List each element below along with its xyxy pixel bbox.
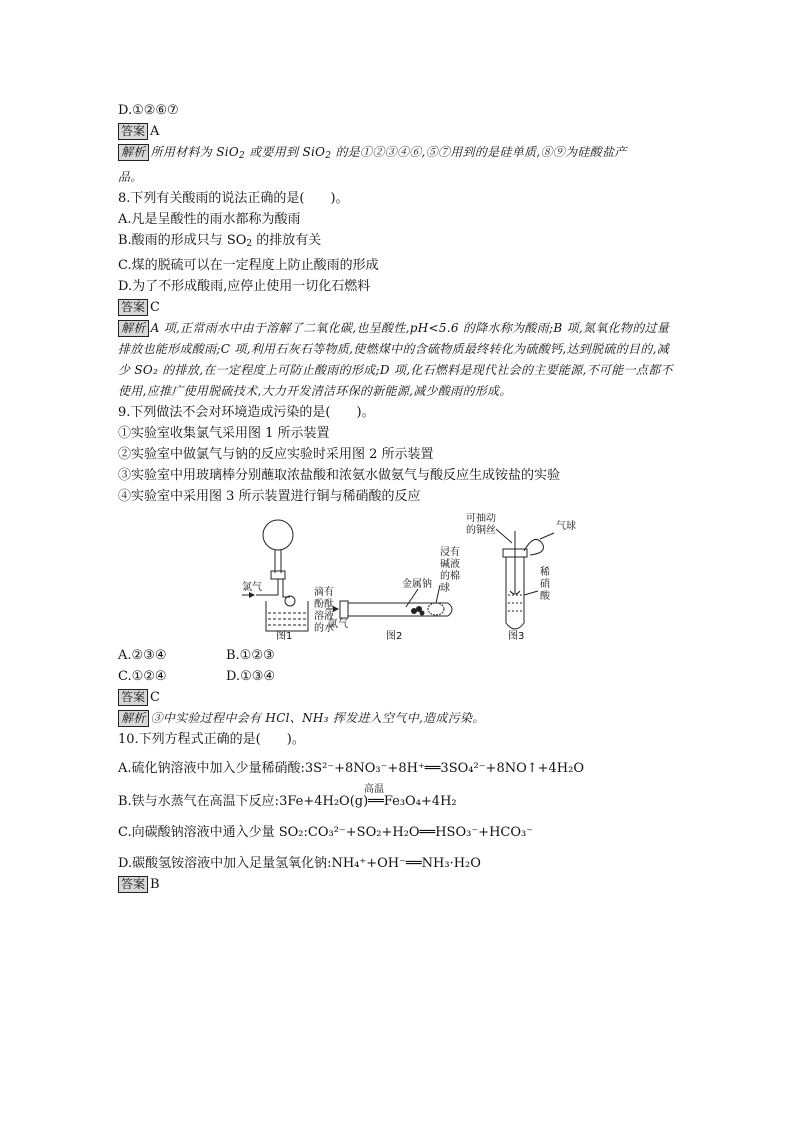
apparatus-diagram [118, 513, 678, 641]
svg-text:浸有: 浸有 [440, 547, 460, 558]
answer-tag: 答案 [118, 689, 148, 706]
q10-option-a: A.硫化钠溶液中加入少量稀硝酸:3S²⁻+8NO₃⁻+8H⁺══3SO₄²⁻+8NO↑+4H₂O [118, 761, 585, 776]
svg-text:稀: 稀 [540, 567, 550, 578]
svg-text:可抽动: 可抽动 [466, 513, 496, 524]
q10-option-c: C.向碳酸钠溶液中通入少量 SO₂:CO₃²⁻+SO₂+H₂O══HSO₃⁻+HCO₃⁻ [118, 825, 534, 840]
q10-answer-row [118, 874, 678, 895]
document-page [118, 98, 678, 895]
svg-text:的水: 的水 [314, 623, 334, 634]
q9-item-4: ④实验室中采用图 3 所示装置进行铜与稀硝酸的反应 [118, 489, 421, 504]
fig1-caption: 图1 [276, 631, 293, 641]
q8-answer: C [150, 300, 160, 315]
q8-option-c: C.煤的脱硫可以在一定程度上防止酸雨的形成 [118, 258, 379, 273]
q8-option-a: A.凡是呈酸性的雨水都称为酸雨 [118, 212, 301, 227]
q9-apparatus-figure [118, 513, 678, 641]
q7-option-d: D.①②⑥⑦ [118, 103, 179, 118]
q9-stem: 9.下列做法不会对环境造成污染的是( )。 [118, 405, 375, 420]
q9-explanation: 解析 ③中实验过程中会有 HCl、NH₃ 挥发进入空气中,造成污染。 [118, 708, 678, 729]
q9-item-1: ①实验室收集氯气采用图 1 所示装置 [118, 426, 330, 441]
q9-item-3: ③实验室中用玻璃棒分别蘸取浓盐酸和浓氨水做氨气与酸反应生成铵盐的实验 [118, 468, 561, 483]
svg-text:碱液: 碱液 [440, 559, 460, 570]
q9-answer-row [118, 687, 678, 708]
q7-explanation: 解析 所用材料为 SiO$_2$ 或要用到 SiO$_2$ 的是①②③④⑥,⑤⑦用到的是硅单质,⑧⑨为硅酸盐产 品。 [118, 145, 627, 184]
svg-text:气球: 气球 [556, 521, 576, 532]
q8-option-d: D.为了不形成酸雨,应停止使用一切化石燃料 [118, 279, 371, 294]
q8-stem: 8.下列有关酸雨的说法正确的是( )。 [118, 191, 349, 206]
q9-options-row-1: A.②③④ B.①②③ [118, 648, 275, 663]
q10-option-b-wrap [118, 784, 678, 812]
q10-stem: 10.下列方程式正确的是( )。 [118, 732, 305, 747]
q10-answer: B [150, 877, 160, 892]
fig2-caption: 图2 [386, 631, 403, 641]
svg-text:滴有: 滴有 [314, 587, 334, 598]
reaction-condition: 高温 [364, 784, 384, 795]
q9-options-row-2: C.①②④ D.①③④ [118, 669, 276, 684]
q8-option-b: B.酸雨的形成只与 $SO_2$ 的排放有关 [118, 233, 322, 249]
q9-item-2: ②实验室中做氯气与钠的反应实验时采用图 2 所示装置 [118, 447, 434, 462]
svg-text:金属钠: 金属钠 [402, 579, 432, 590]
explain-tag: 解析 [118, 320, 149, 337]
explain-tag: 解析 [118, 144, 149, 161]
q9-answer: C [150, 690, 160, 705]
answer-tag: 答案 [118, 123, 148, 140]
fig1-chlorine-label: 氯气 [242, 582, 262, 593]
answer-tag: 答案 [118, 876, 148, 893]
q10-option-b: B.铁与水蒸气在高温下反应:3Fe+4H₂O(g)══Fe₃O₄+4H₂ [118, 794, 457, 809]
q8-explanation: 解析 A 项,正常雨水中由于溶解了二氧化碳,也呈酸性,pH<5.6 的降水称为酸雨;B 项,氮氧化物的过量排放也能形成酸雨;C 项,利用石灰石等物质,使燃煤中的含硫物质最终转化为硫酸钙,达到脱硫的目的,减少 SO₂ 的排放,在一定程度上可防止酸雨的形成;D 项,化石燃料是现代社会的主要能源,不可能一点都不使用,应推广使用脱硫技术,大力开发清洁环保的新能源,减少酸雨的形成。 [118, 321, 673, 398]
svg-text:的棉: 的棉 [440, 571, 460, 582]
svg-text:溶液: 溶液 [314, 611, 334, 622]
q7-answer-row [118, 121, 678, 142]
q10-option-d: D.碳酸氢铵溶液中加入足量氢氧化钠:NH₄⁺+OH⁻══NH₃·H₂O [118, 856, 481, 871]
answer-tag: 答案 [118, 299, 148, 316]
svg-text:的铜丝: 的铜丝 [466, 525, 496, 536]
fig2-chlorine-label: 氯气 [328, 619, 348, 630]
svg-text:硝: 硝 [540, 579, 550, 590]
svg-text:酚酞: 酚酞 [314, 599, 334, 610]
q8-answer-row [118, 297, 678, 318]
explain-tag: 解析 [118, 710, 149, 727]
svg-text:酸: 酸 [540, 591, 550, 602]
round-flask [263, 520, 293, 550]
q7-answer: A [150, 124, 160, 139]
fig3-caption: 图3 [508, 631, 525, 641]
svg-text:球: 球 [440, 583, 450, 594]
